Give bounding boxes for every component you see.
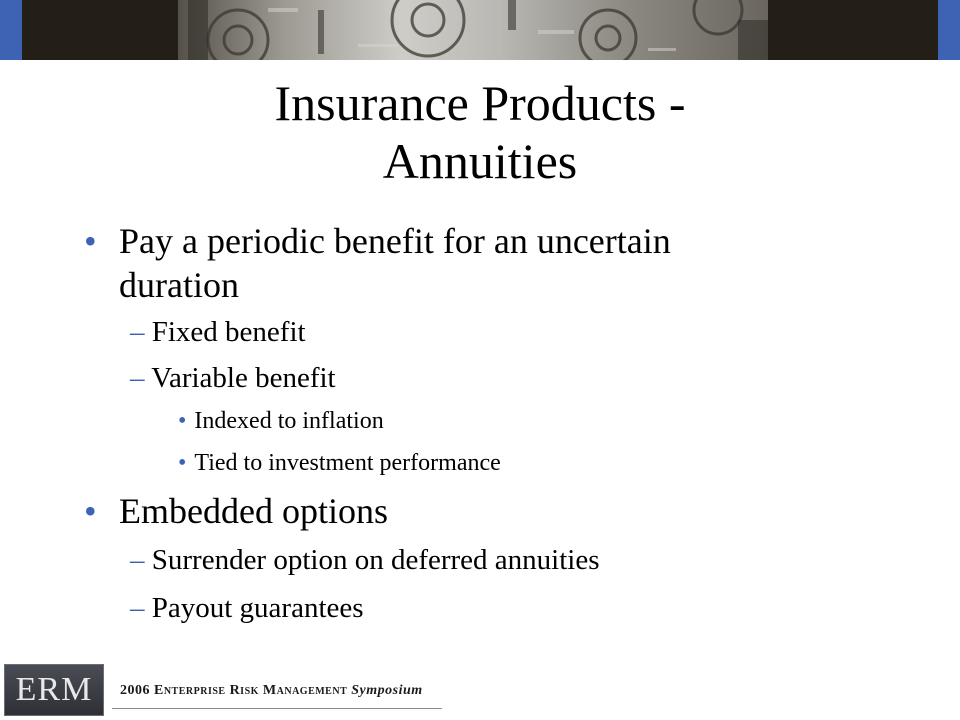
footer-event: Enterprise Risk Management <box>154 683 348 698</box>
sub-bullet-text: Fixed benefit <box>151 316 306 348</box>
bullet-text-continued: duration <box>119 265 239 305</box>
bullet-icon: • <box>178 450 187 476</box>
banner-accent-right <box>938 0 960 60</box>
slide-title <box>130 74 830 190</box>
footer-divider <box>112 708 442 709</box>
sub-sub-bullet-investment <box>178 448 501 478</box>
sub-sub-bullet-text: Tied to investment performance <box>194 450 501 476</box>
sub-sub-bullet-indexed <box>178 406 384 436</box>
footer-event-name <box>120 683 423 699</box>
sub-bullet-payout-guarantees <box>130 590 364 626</box>
sub-sub-bullet-text: Indexed to inflation <box>194 408 384 434</box>
bullet-text: Embedded options <box>119 491 388 531</box>
bullet-text: Pay a periodic benefit for an uncertain <box>119 221 671 261</box>
bullet-icon: • <box>84 221 97 261</box>
bullet-embedded-options <box>84 489 804 533</box>
slide-title-line-2: Annuities <box>382 133 578 189</box>
dash-icon: – <box>130 592 145 624</box>
dash-icon: – <box>130 362 145 394</box>
dash-icon: – <box>130 316 145 348</box>
sub-bullet-text: Payout guarantees <box>151 592 364 624</box>
footer-year: 2006 <box>120 683 150 698</box>
bullet-periodic-benefit <box>84 219 804 307</box>
slide-title-line-1: Insurance Products - <box>274 75 686 131</box>
sub-bullet-surrender-option <box>130 542 600 578</box>
gears-banner-image <box>178 0 768 60</box>
erm-logo <box>4 664 104 716</box>
footer-suffix: Symposium <box>351 683 423 698</box>
sub-bullet-variable-benefit <box>130 360 336 396</box>
bullet-icon: • <box>178 408 187 434</box>
header-banner <box>0 0 960 60</box>
sub-bullet-text: Surrender option on deferred annuities <box>151 544 600 576</box>
logo-text: ERM <box>15 671 93 708</box>
sub-bullet-text: Variable benefit <box>151 362 336 394</box>
sub-bullet-fixed-benefit <box>130 314 306 350</box>
bullet-icon: • <box>84 491 97 531</box>
dash-icon: – <box>130 544 145 576</box>
banner-accent-left <box>0 0 22 60</box>
